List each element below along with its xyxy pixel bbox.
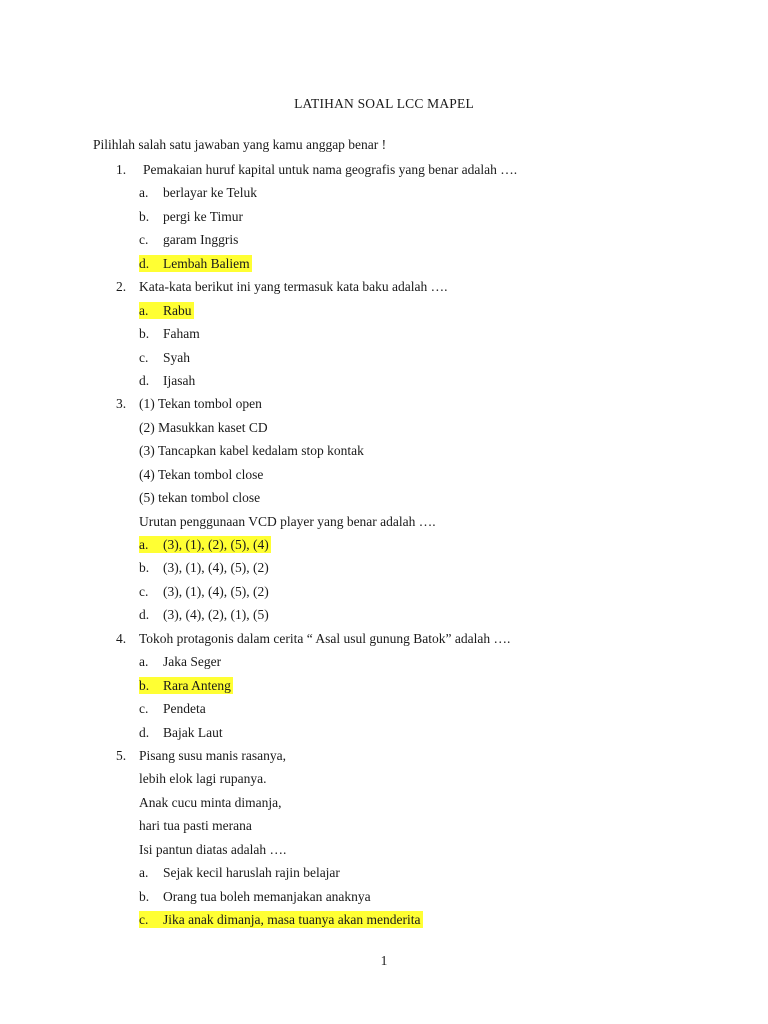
answer-option (139, 559, 269, 576)
option-row (0, 322, 768, 345)
answer-option (139, 864, 340, 881)
option-row (0, 885, 768, 908)
option-letter: a. (139, 537, 149, 552)
option-row (0, 697, 768, 720)
question-continuation-row (0, 767, 768, 790)
question-line: lebih elok lagi rupanya. (139, 771, 267, 787)
question-text: Kata-kata berikut ini yang termasuk kata baku adalah …. (139, 279, 448, 295)
option-text: pergi ke Timur (163, 208, 244, 224)
option-row (0, 580, 768, 603)
answer-option (139, 372, 195, 389)
question-continuation-row (0, 838, 768, 861)
option-text: Pendeta (163, 701, 206, 717)
option-text: garam Inggris (163, 232, 239, 248)
option-row (0, 369, 768, 392)
option-letter: b. (139, 326, 150, 342)
question-text: Pemakaian huruf kapital untuk nama geografis yang benar adalah …. (143, 162, 518, 177)
option-text: Lembah Baliem (163, 255, 250, 271)
option-text: (3), (1), (2), (5), (4) (163, 537, 269, 552)
option-text: Rabu (163, 302, 192, 318)
option-letter: c. (139, 232, 149, 248)
option-row (0, 299, 768, 322)
option-letter: d. (139, 372, 150, 388)
page-number: 1 (380, 953, 388, 968)
option-row (0, 650, 768, 673)
question-continuation-row (0, 510, 768, 533)
question-row (0, 275, 768, 298)
answer-option (139, 724, 223, 741)
option-row (0, 861, 768, 884)
question-line: Isi pantun diatas adalah …. (139, 841, 287, 857)
question-text: Pisang susu manis rasanya, (139, 747, 286, 763)
option-row (0, 908, 768, 931)
question-line: Anak cucu minta dimanja, (139, 794, 282, 810)
option-text: Rara Anteng (163, 677, 231, 693)
option-letter: d. (139, 724, 150, 740)
option-row (0, 556, 768, 579)
option-letter: c. (139, 349, 149, 365)
question-continuation-row (0, 791, 768, 814)
answer-option-highlighted (139, 302, 194, 319)
option-text: (3), (1), (4), (5), (2) (163, 560, 269, 576)
option-letter: b. (139, 888, 150, 904)
option-letter: d. (139, 607, 150, 623)
question-row (0, 392, 768, 415)
answer-option (139, 700, 206, 717)
question-number: 5. (116, 747, 127, 763)
option-letter: c. (139, 583, 149, 599)
option-row (0, 721, 768, 744)
option-text: (3), (1), (4), (5), (2) (163, 583, 269, 599)
option-row (0, 205, 768, 228)
option-letter: a. (139, 865, 149, 881)
question-row (0, 744, 768, 767)
question-continuation-row (0, 416, 768, 439)
option-text: Faham (163, 326, 200, 342)
question-continuation-row (0, 486, 768, 509)
option-letter: d. (139, 255, 150, 271)
question-text: (1) Tekan tombol open (139, 396, 262, 412)
option-text: Syah (163, 349, 190, 365)
option-letter: b. (139, 208, 150, 224)
option-text: Jaka Seger (163, 654, 222, 670)
question-line: hari tua pasti merana (139, 818, 252, 834)
option-text: Bajak Laut (163, 724, 223, 740)
answer-option (139, 325, 200, 342)
document-title: LATIHAN SOAL LCC MAPEL (294, 96, 474, 111)
question-number: 1. (116, 162, 127, 177)
answer-option (139, 606, 269, 623)
option-text: Orang tua boleh memanjakan anaknya (163, 888, 371, 904)
option-text: (3), (4), (2), (1), (5) (163, 607, 269, 623)
answer-option-highlighted (139, 255, 252, 272)
option-letter: c. (139, 701, 149, 717)
option-row (0, 252, 768, 275)
question-line: Urutan penggunaan VCD player yang benar adalah …. (139, 513, 436, 529)
question-number: 3. (116, 396, 127, 412)
question-row (0, 158, 768, 181)
option-row (0, 603, 768, 626)
question-line: (3) Tancapkan kabel kedalam stop kontak (139, 443, 364, 459)
instruction-text: Pilihlah salah satu jawaban yang kamu anggap benar ! (93, 137, 387, 152)
answer-option (139, 231, 238, 248)
question-continuation-row (0, 463, 768, 486)
option-letter: a. (139, 302, 149, 318)
answer-option (139, 184, 257, 201)
question-continuation-row (0, 814, 768, 837)
question-row (0, 627, 768, 650)
option-letter: a. (139, 185, 149, 201)
question-line: (4) Tekan tombol close (139, 466, 264, 482)
question-continuation-row (0, 439, 768, 462)
answer-option-highlighted (139, 911, 423, 928)
question-text: Tokoh protagonis dalam cerita “ Asal usul gunung Batok” adalah …. (139, 630, 511, 646)
option-row (0, 533, 768, 556)
answer-option (139, 349, 190, 366)
answer-option (139, 208, 243, 225)
option-row (0, 674, 768, 697)
option-row (0, 346, 768, 369)
option-text: berlayar ke Teluk (163, 185, 258, 201)
question-number: 2. (116, 279, 127, 295)
option-letter: c. (139, 912, 149, 927)
answer-option-highlighted (139, 536, 271, 553)
option-text: Ijasah (163, 372, 196, 388)
question-number: 4. (116, 630, 127, 646)
option-letter: a. (139, 654, 149, 670)
answer-option (139, 583, 269, 600)
option-row (0, 181, 768, 204)
answer-option (139, 888, 371, 905)
option-letter: b. (139, 677, 150, 693)
option-text: Jika anak dimanja, masa tuanya akan menderita (163, 912, 421, 927)
question-list (0, 158, 768, 931)
option-text: Sejak kecil haruslah rajin belajar (163, 865, 340, 881)
option-row (0, 228, 768, 251)
answer-option-highlighted (139, 677, 233, 694)
answer-option (139, 653, 221, 670)
question-line: (5) tekan tombol close (139, 490, 261, 506)
question-line: (2) Masukkan kaset CD (139, 419, 268, 435)
option-letter: b. (139, 560, 150, 576)
